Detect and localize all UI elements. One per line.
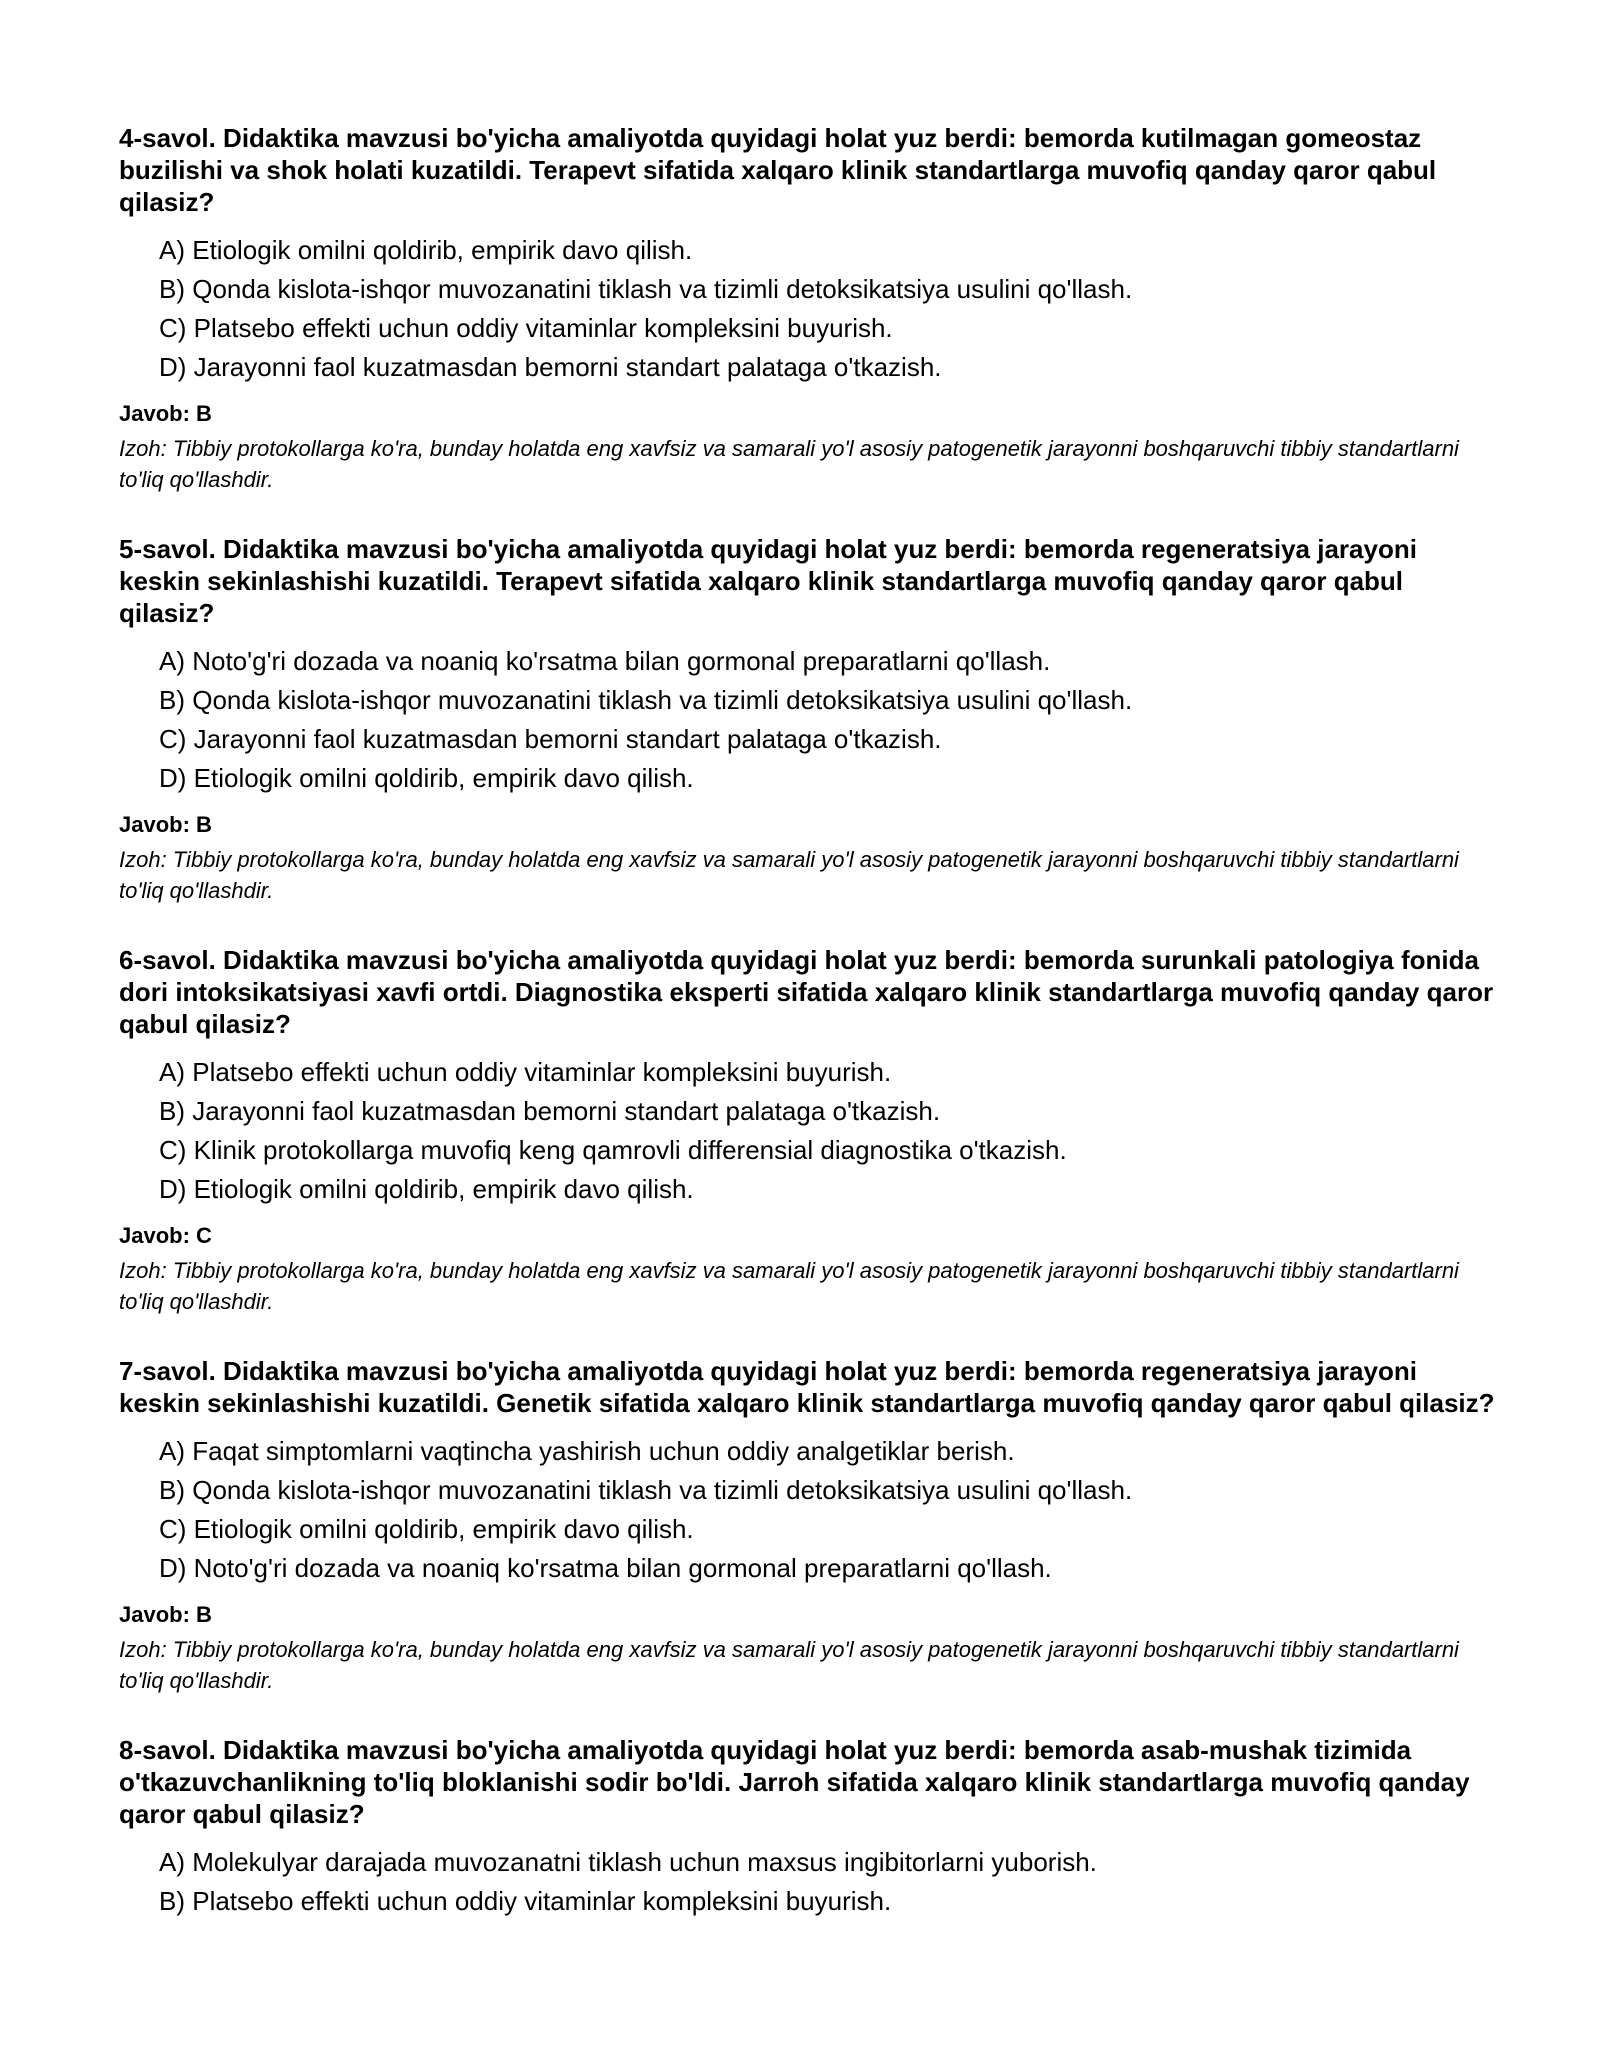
option-d: D) Jarayonni faol kuzatmasdan bemorni standart palataga o'tkazish. <box>159 352 942 382</box>
option-list <box>119 1053 1499 1209</box>
option-a: A) Noto'g'ri dozada va noaniq ko'rsatma bilan gormonal preparatlarni qo'llash. <box>159 646 1051 676</box>
option-c: C) Klinik protokollarga muvofiq keng qamrovli differensial diagnostika o'tkazish. <box>159 1135 1067 1165</box>
explanation-note: Izoh: Tibbiy protokollarga ko'ra, bunday holatda eng xavfsiz va samarali yo'l asosiy patogenetik jarayonni boshqaruvchi tibbiy standartlarni to'liq qo'llashdir. <box>119 436 1459 492</box>
option-b: B) Qonda kislota-ishqor muvozanatini tiklash va tizimli detoksikatsiya usulini qo'llash. <box>159 1475 1133 1505</box>
option-a: A) Faqat simptomlarni vaqtincha yashirish uchun oddiy analgetiklar berish. <box>159 1436 1015 1466</box>
option-d: D) Etiologik omilni qoldirib, empirik davo qilish. <box>159 763 694 793</box>
answer-label: Javob: B <box>119 401 212 426</box>
explanation-note: Izoh: Tibbiy protokollarga ko'ra, bunday holatda eng xavfsiz va samarali yo'l asosiy patogenetik jarayonni boshqaruvchi tibbiy standartlarni to'liq qo'llashdir. <box>119 1637 1459 1693</box>
question-5 <box>119 533 1499 906</box>
option-b: B) Qonda kislota-ishqor muvozanatini tiklash va tizimli detoksikatsiya usulini qo'llash. <box>159 274 1133 304</box>
option-a: A) Molekulyar darajada muvozanatni tiklash uchun maxsus ingibitorlarni yuborish. <box>159 1847 1097 1877</box>
question-title: 7-savol. Didaktika mavzusi bo'yicha amaliyotda quyidagi holat yuz berdi: bemorda regeneratsiya jarayoni keskin sekinlashishi kuzatildi. Genetik sifatida xalqaro klinik standartlarga muvofiq qanday qaror qabul qilasiz? <box>119 1356 1495 1418</box>
question-title: 4-savol. Didaktika mavzusi bo'yicha amaliyotda quyidagi holat yuz berdi: bemorda kutilmagan gomeostaz buzilishi va shok holati kuzatildi. Terapevt sifatida xalqaro klinik standartlarga muvofiq qanday qaror qabul qilasiz? <box>119 123 1437 217</box>
option-b: B) Platsebo effekti uchun oddiy vitaminlar kompleksini buyurish. <box>159 1886 892 1916</box>
option-c: C) Jarayonni faol kuzatmasdan bemorni standart palataga o'tkazish. <box>159 724 942 754</box>
option-c: C) Platsebo effekti uchun oddiy vitaminlar kompleksini buyurish. <box>159 313 893 343</box>
document-page <box>119 122 1499 1959</box>
option-list <box>119 231 1499 387</box>
option-list <box>119 1843 1499 1921</box>
question-title: 8-savol. Didaktika mavzusi bo'yicha amaliyotda quyidagi holat yuz berdi: bemorda asab-mushak tizimida o'tkazuvchanlikning to'liq bloklanishi sodir bo'ldi. Jarroh sifatida xalqaro klinik standartlarga muvofiq qanday qaror qabul qilasiz? <box>119 1735 1470 1829</box>
option-c: C) Etiologik omilni qoldirib, empirik davo qilish. <box>159 1514 694 1544</box>
option-d: D) Etiologik omilni qoldirib, empirik davo qilish. <box>159 1174 694 1204</box>
answer-label: Javob: B <box>119 1602 212 1627</box>
question-8 <box>119 1734 1499 1921</box>
answer-label: Javob: C <box>119 1223 212 1248</box>
option-list <box>119 1432 1499 1588</box>
option-list <box>119 642 1499 798</box>
option-b: B) Qonda kislota-ishqor muvozanatini tiklash va tizimli detoksikatsiya usulini qo'llash. <box>159 685 1133 715</box>
question-title: 5-savol. Didaktika mavzusi bo'yicha amaliyotda quyidagi holat yuz berdi: bemorda regeneratsiya jarayoni keskin sekinlashishi kuzatildi. Terapevt sifatida xalqaro klinik standartlarga muvofiq qanday qaror qabul qilasiz? <box>119 534 1417 628</box>
explanation-note: Izoh: Tibbiy protokollarga ko'ra, bunday holatda eng xavfsiz va samarali yo'l asosiy patogenetik jarayonni boshqaruvchi tibbiy standartlarni to'liq qo'llashdir. <box>119 847 1459 903</box>
explanation-note: Izoh: Tibbiy protokollarga ko'ra, bunday holatda eng xavfsiz va samarali yo'l asosiy patogenetik jarayonni boshqaruvchi tibbiy standartlarni to'liq qo'llashdir. <box>119 1258 1459 1314</box>
option-d: D) Noto'g'ri dozada va noaniq ko'rsatma bilan gormonal preparatlarni qo'llash. <box>159 1553 1052 1583</box>
option-b: B) Jarayonni faol kuzatmasdan bemorni standart palataga o'tkazish. <box>159 1096 941 1126</box>
option-a: A) Platsebo effekti uchun oddiy vitaminlar kompleksini buyurish. <box>159 1057 892 1087</box>
option-a: A) Etiologik omilni qoldirib, empirik davo qilish. <box>159 235 693 265</box>
question-6 <box>119 944 1499 1317</box>
answer-label: Javob: B <box>119 812 212 837</box>
question-4 <box>119 122 1499 495</box>
question-title: 6-savol. Didaktika mavzusi bo'yicha amaliyotda quyidagi holat yuz berdi: bemorda surunkali patologiya fonida dori intoksikatsiyasi xavfi ortdi. Diagnostika eksperti sifatida xalqaro klinik standartlarga muvofiq qanday qaror qabul qilasiz? <box>119 945 1494 1039</box>
question-7 <box>119 1355 1499 1696</box>
